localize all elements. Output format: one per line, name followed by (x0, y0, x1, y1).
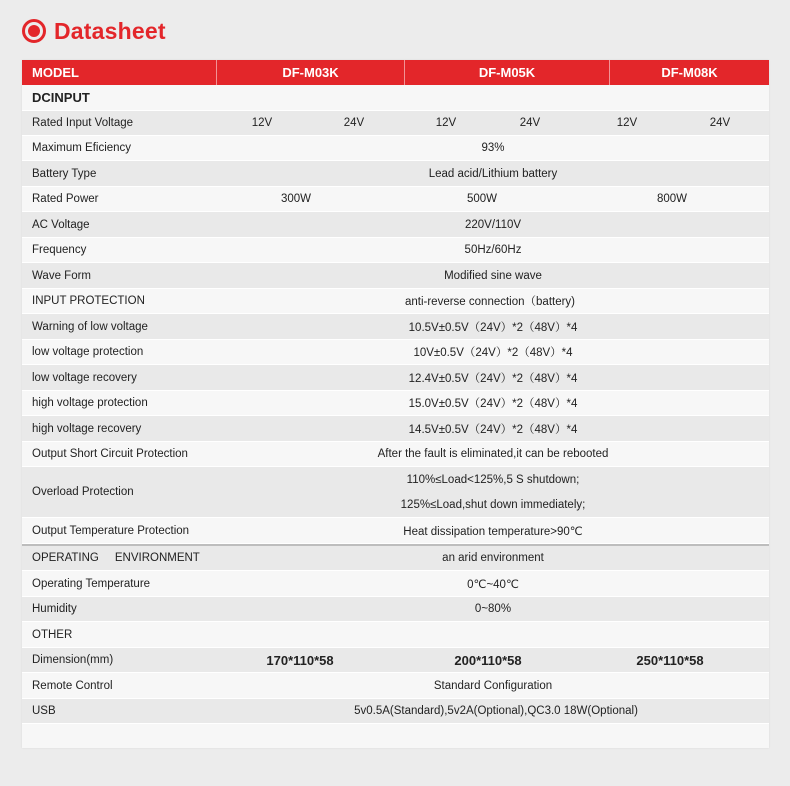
row-label: Warning of low voltage (32, 320, 148, 333)
row-label: Humidity (32, 603, 77, 615)
datasheet-title (22, 14, 166, 48)
row-value: 24V (519, 117, 541, 129)
row-label: high voltage protection (32, 397, 148, 409)
table-row (22, 212, 769, 238)
row-value: Heat dissipation temperature>90℃ (403, 525, 583, 538)
table-row (22, 391, 769, 416)
row-value: 500W (466, 193, 498, 205)
row-value: 250*110*58 (636, 652, 704, 668)
row-value: Modified sine wave (444, 269, 542, 282)
table-header (22, 60, 769, 85)
table-row (22, 518, 769, 544)
row-label: Operating Temperature (32, 577, 151, 590)
table-row (22, 289, 769, 314)
row-label: Wave Form (32, 269, 91, 282)
row-value: 200*110*58 (454, 652, 522, 668)
row-value: 24V (709, 117, 731, 129)
row-label: INPUT PROTECTION (32, 295, 145, 307)
row-value: 0℃~40℃ (467, 578, 519, 591)
row-value: 12V (435, 117, 457, 129)
row-value: anti-reverse connection（battery) (404, 296, 576, 308)
table-row (22, 161, 769, 187)
row-value: 125%≤Load,shut down immediately; (400, 499, 586, 511)
row-value: Lead acid/Lithium battery (428, 167, 558, 180)
header-model-1: DF-M03K (217, 60, 405, 85)
row-value: 300W (280, 193, 312, 205)
row-value: 14.5V±0.5V（24V）*2（48V）*4 (408, 423, 578, 436)
row-label: high voltage recovery (32, 422, 142, 435)
table-row (22, 597, 769, 622)
table-row (22, 136, 769, 161)
row-value: Standard Configuration (433, 679, 553, 692)
row-value: 15.0V±0.5V（24V）*2（48V）*4 (408, 398, 578, 410)
row-label: Rated Input Voltage (32, 117, 134, 129)
table-row (22, 187, 769, 212)
header-model-3: DF-M08K (661, 65, 718, 80)
row-label: Battery Type (32, 167, 97, 180)
row-value: 170*110*58 (266, 652, 334, 668)
table-row (22, 365, 769, 391)
row-label: Output Short Circuit Protection (32, 448, 188, 460)
row-label: Overload Protection (32, 486, 134, 498)
row-value: 110%≤Load<125%,5 S shutdown; (406, 473, 580, 486)
row-value: 10V±0.5V（24V）*2（48V）*4 (413, 347, 573, 359)
table-row (22, 673, 769, 699)
row-label: USB (32, 705, 56, 717)
row-value: 800W (656, 193, 688, 205)
table-row (22, 442, 769, 467)
table-row (22, 648, 769, 673)
row-value: 93% (481, 142, 505, 154)
row-value: 50Hz/60Hz (464, 244, 522, 256)
section-dcinput (22, 85, 769, 111)
row-value: an arid environment (442, 552, 544, 564)
table-row (22, 546, 769, 571)
row-label: Output Temperature Protection (32, 524, 190, 537)
row-value: 12V (616, 117, 638, 129)
table-row (22, 571, 769, 597)
row-label: OPERATING ENVIRONMENT (32, 552, 200, 564)
row-label: low voltage protection (32, 346, 144, 358)
section-label: OTHER (32, 628, 73, 641)
spec-table (22, 60, 769, 748)
section-label: DCINPUT (32, 90, 90, 105)
row-value: 12V (251, 117, 273, 129)
section-other (22, 622, 769, 648)
page-title: Datasheet (54, 17, 166, 44)
row-value: 0~80% (474, 603, 512, 615)
table-row (22, 238, 769, 263)
table-row (22, 699, 769, 724)
row-value: After the fault is eliminated,it can be rebooted (377, 448, 609, 460)
row-value: 5v0.5A(Standard),5v2A(Optional),QC3.0 18W(Optional) (354, 705, 638, 717)
row-label: low voltage recovery (32, 371, 137, 384)
table-row (22, 416, 769, 442)
row-value: 24V (343, 117, 365, 129)
row-label: Maximum Eficiency (32, 142, 132, 154)
row-value: 220V/110V (464, 218, 522, 231)
table-row (22, 111, 769, 136)
row-label: Rated Power (32, 193, 99, 205)
header-model-2: DF-M05K (405, 60, 610, 85)
table-row (22, 467, 769, 518)
header-model-label: MODEL (22, 60, 217, 85)
record-circle-icon (22, 19, 46, 43)
row-value: 10.5V±0.5V（24V）*2（48V）*4 (408, 321, 578, 334)
row-label: Frequency (32, 244, 87, 256)
row-label: Remote Control (32, 679, 113, 692)
row-value: 12.4V±0.5V（24V）*2（48V）*4 (408, 372, 578, 385)
table-row (22, 263, 769, 289)
row-label: Dimension(mm) (32, 654, 114, 666)
row-label: AC Voltage (32, 218, 90, 231)
table-row (22, 314, 769, 340)
table-row (22, 340, 769, 365)
